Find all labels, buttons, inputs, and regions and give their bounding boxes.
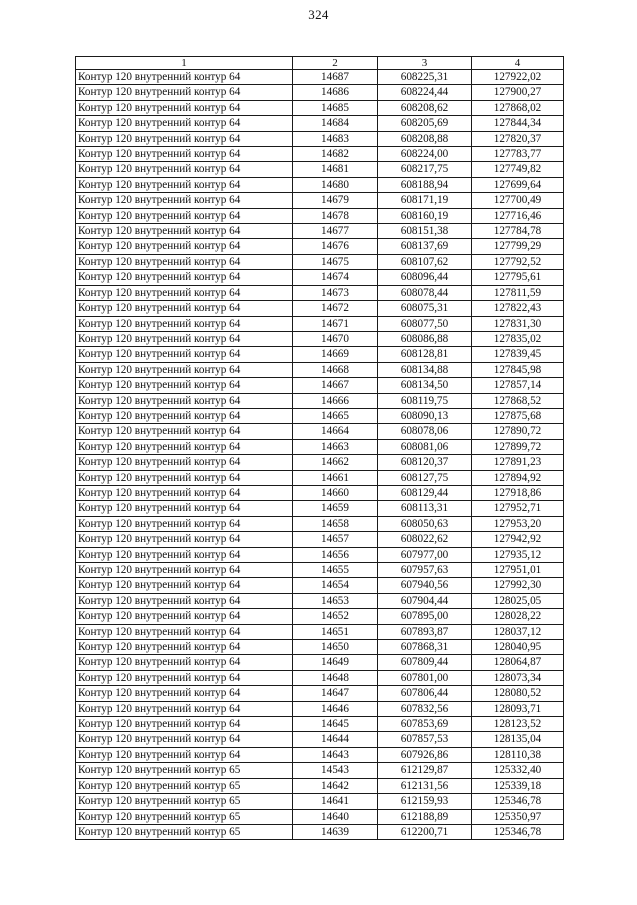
table-row bbox=[76, 717, 564, 732]
table-row bbox=[76, 516, 564, 531]
point-number-cell: 14653 bbox=[293, 593, 378, 608]
point-number-cell: 14640 bbox=[293, 809, 378, 824]
contour-name-cell: Контур 120 внутренний контур 64 bbox=[76, 331, 293, 346]
contour-name-cell: Контур 120 внутренний контур 64 bbox=[76, 254, 293, 269]
table-row bbox=[76, 301, 564, 316]
contour-name-cell: Контур 120 внутренний контур 64 bbox=[76, 501, 293, 516]
table-row bbox=[76, 85, 564, 100]
y-coordinate-cell: 127835,02 bbox=[472, 331, 564, 346]
point-number-cell: 14682 bbox=[293, 147, 378, 162]
y-coordinate-cell: 127922,02 bbox=[472, 70, 564, 85]
point-number-cell: 14679 bbox=[293, 193, 378, 208]
y-coordinate-cell: 127890,72 bbox=[472, 424, 564, 439]
x-coordinate-cell: 608128,81 bbox=[378, 347, 472, 362]
contour-name-cell: Контур 120 внутренний контур 64 bbox=[76, 147, 293, 162]
x-coordinate-cell: 608208,88 bbox=[378, 131, 472, 146]
point-number-cell: 14646 bbox=[293, 701, 378, 716]
point-number-cell: 14674 bbox=[293, 270, 378, 285]
x-coordinate-cell: 608090,13 bbox=[378, 408, 472, 423]
table-row bbox=[76, 378, 564, 393]
point-number-cell: 14665 bbox=[293, 408, 378, 423]
contour-name-cell: Контур 120 внутренний контур 64 bbox=[76, 609, 293, 624]
point-number-cell: 14685 bbox=[293, 100, 378, 115]
point-number-cell: 14664 bbox=[293, 424, 378, 439]
point-number-cell: 14684 bbox=[293, 116, 378, 131]
point-number-cell: 14659 bbox=[293, 501, 378, 516]
table-row bbox=[76, 609, 564, 624]
contour-name-cell: Контур 120 внутренний контур 64 bbox=[76, 439, 293, 454]
table-row bbox=[76, 655, 564, 670]
x-coordinate-cell: 608078,44 bbox=[378, 285, 472, 300]
x-coordinate-cell: 607832,56 bbox=[378, 701, 472, 716]
x-coordinate-cell: 608160,19 bbox=[378, 208, 472, 223]
point-number-cell: 14678 bbox=[293, 208, 378, 223]
contour-name-cell: Контур 120 внутренний контур 65 bbox=[76, 809, 293, 824]
contour-name-cell: Контур 120 внутренний контур 64 bbox=[76, 485, 293, 500]
table-row bbox=[76, 347, 564, 362]
point-number-cell: 14641 bbox=[293, 794, 378, 809]
contour-name-cell: Контур 120 внутренний контур 64 bbox=[76, 408, 293, 423]
contour-name-cell: Контур 120 внутренний контур 64 bbox=[76, 270, 293, 285]
y-coordinate-cell: 125332,40 bbox=[472, 763, 564, 778]
point-number-cell: 14655 bbox=[293, 563, 378, 578]
table-row bbox=[76, 578, 564, 593]
y-coordinate-cell: 127953,20 bbox=[472, 516, 564, 531]
table-row bbox=[76, 501, 564, 516]
x-coordinate-cell: 608081,06 bbox=[378, 439, 472, 454]
point-number-cell: 14676 bbox=[293, 239, 378, 254]
x-coordinate-cell: 607853,69 bbox=[378, 717, 472, 732]
x-coordinate-cell: 607868,31 bbox=[378, 640, 472, 655]
y-coordinate-cell: 128110,38 bbox=[472, 747, 564, 762]
y-coordinate-cell: 128073,34 bbox=[472, 670, 564, 685]
point-number-cell: 14687 bbox=[293, 70, 378, 85]
x-coordinate-cell: 612159,93 bbox=[378, 794, 472, 809]
table-row bbox=[76, 331, 564, 346]
point-number-cell: 14671 bbox=[293, 316, 378, 331]
table-row bbox=[76, 732, 564, 747]
y-coordinate-cell: 127799,29 bbox=[472, 239, 564, 254]
column-header-2: 2 bbox=[293, 57, 378, 70]
x-coordinate-cell: 608151,38 bbox=[378, 224, 472, 239]
y-coordinate-cell: 127942,92 bbox=[472, 532, 564, 547]
y-coordinate-cell: 127811,59 bbox=[472, 285, 564, 300]
point-number-cell: 14669 bbox=[293, 347, 378, 362]
x-coordinate-cell: 608120,37 bbox=[378, 455, 472, 470]
table-row bbox=[76, 624, 564, 639]
point-number-cell: 14668 bbox=[293, 362, 378, 377]
contour-name-cell: Контур 120 внутренний контур 65 bbox=[76, 778, 293, 793]
contour-name-cell: Контур 120 внутренний контур 64 bbox=[76, 747, 293, 762]
y-coordinate-cell: 128064,87 bbox=[472, 655, 564, 670]
table-row bbox=[76, 162, 564, 177]
x-coordinate-cell: 607893,87 bbox=[378, 624, 472, 639]
table-row bbox=[76, 701, 564, 716]
table-row bbox=[76, 547, 564, 562]
y-coordinate-cell: 127716,46 bbox=[472, 208, 564, 223]
contour-name-cell: Контур 120 внутренний контур 64 bbox=[76, 686, 293, 701]
contour-name-cell: Контур 120 внутренний контур 64 bbox=[76, 347, 293, 362]
contour-name-cell: Контур 120 внутренний контур 64 bbox=[76, 640, 293, 655]
table-row bbox=[76, 285, 564, 300]
y-coordinate-cell: 128135,04 bbox=[472, 732, 564, 747]
contour-name-cell: Контур 120 внутренний контур 64 bbox=[76, 732, 293, 747]
point-number-cell: 14686 bbox=[293, 85, 378, 100]
y-coordinate-cell: 127820,37 bbox=[472, 131, 564, 146]
contour-name-cell: Контур 120 внутренний контур 64 bbox=[76, 70, 293, 85]
table-row bbox=[76, 100, 564, 115]
x-coordinate-cell: 608134,88 bbox=[378, 362, 472, 377]
y-coordinate-cell: 127875,68 bbox=[472, 408, 564, 423]
contour-name-cell: Контур 120 внутренний контур 64 bbox=[76, 424, 293, 439]
x-coordinate-cell: 612131,56 bbox=[378, 778, 472, 793]
table-row bbox=[76, 563, 564, 578]
point-number-cell: 14660 bbox=[293, 485, 378, 500]
contour-name-cell: Контур 120 внутренний контур 64 bbox=[76, 532, 293, 547]
point-number-cell: 14654 bbox=[293, 578, 378, 593]
point-number-cell: 14657 bbox=[293, 532, 378, 547]
x-coordinate-cell: 608208,62 bbox=[378, 100, 472, 115]
point-number-cell: 14649 bbox=[293, 655, 378, 670]
x-coordinate-cell: 607926,86 bbox=[378, 747, 472, 762]
contour-name-cell: Контур 120 внутренний контур 64 bbox=[76, 578, 293, 593]
table-row bbox=[76, 177, 564, 192]
y-coordinate-cell: 127831,30 bbox=[472, 316, 564, 331]
y-coordinate-cell: 127839,45 bbox=[472, 347, 564, 362]
contour-name-cell: Контур 120 внутренний контур 64 bbox=[76, 547, 293, 562]
table-row bbox=[76, 362, 564, 377]
table-row bbox=[76, 193, 564, 208]
x-coordinate-cell: 608078,06 bbox=[378, 424, 472, 439]
contour-name-cell: Контур 120 внутренний контур 64 bbox=[76, 193, 293, 208]
point-number-cell: 14663 bbox=[293, 439, 378, 454]
contour-name-cell: Контур 120 внутренний контур 64 bbox=[76, 239, 293, 254]
contour-name-cell: Контур 120 внутренний контур 64 bbox=[76, 224, 293, 239]
y-coordinate-cell: 127894,92 bbox=[472, 470, 564, 485]
table-row bbox=[76, 455, 564, 470]
y-coordinate-cell: 127951,01 bbox=[472, 563, 564, 578]
table-row bbox=[76, 393, 564, 408]
contour-name-cell: Контур 120 внутренний контур 64 bbox=[76, 85, 293, 100]
y-coordinate-cell: 127868,02 bbox=[472, 100, 564, 115]
table-row bbox=[76, 239, 564, 254]
contour-name-cell: Контур 120 внутренний контур 64 bbox=[76, 131, 293, 146]
x-coordinate-cell: 607904,44 bbox=[378, 593, 472, 608]
column-header-1: 1 bbox=[76, 57, 293, 70]
table-body bbox=[76, 70, 564, 840]
y-coordinate-cell: 128080,52 bbox=[472, 686, 564, 701]
point-number-cell: 14645 bbox=[293, 717, 378, 732]
x-coordinate-cell: 608129,44 bbox=[378, 485, 472, 500]
point-number-cell: 14650 bbox=[293, 640, 378, 655]
contour-name-cell: Контур 120 внутренний контур 65 bbox=[76, 824, 293, 839]
contour-name-cell: Контур 120 внутренний контур 64 bbox=[76, 593, 293, 608]
point-number-cell: 14681 bbox=[293, 162, 378, 177]
y-coordinate-cell: 127900,27 bbox=[472, 85, 564, 100]
point-number-cell: 14644 bbox=[293, 732, 378, 747]
table-row bbox=[76, 270, 564, 285]
point-number-cell: 14652 bbox=[293, 609, 378, 624]
table-header-row bbox=[76, 57, 564, 70]
contour-name-cell: Контур 120 внутренний контур 64 bbox=[76, 177, 293, 192]
column-header-4: 4 bbox=[472, 57, 564, 70]
contour-name-cell: Контур 120 внутренний контур 64 bbox=[76, 116, 293, 131]
point-number-cell: 14642 bbox=[293, 778, 378, 793]
coordinates-table bbox=[75, 56, 564, 840]
y-coordinate-cell: 128037,12 bbox=[472, 624, 564, 639]
x-coordinate-cell: 608224,44 bbox=[378, 85, 472, 100]
point-number-cell: 14661 bbox=[293, 470, 378, 485]
x-coordinate-cell: 607895,00 bbox=[378, 609, 472, 624]
table-row bbox=[76, 470, 564, 485]
y-coordinate-cell: 125346,78 bbox=[472, 794, 564, 809]
point-number-cell: 14680 bbox=[293, 177, 378, 192]
x-coordinate-cell: 608075,31 bbox=[378, 301, 472, 316]
y-coordinate-cell: 128123,52 bbox=[472, 717, 564, 732]
point-number-cell: 14672 bbox=[293, 301, 378, 316]
y-coordinate-cell: 127899,72 bbox=[472, 439, 564, 454]
point-number-cell: 14648 bbox=[293, 670, 378, 685]
point-number-cell: 14639 bbox=[293, 824, 378, 839]
table-row bbox=[76, 116, 564, 131]
table-row bbox=[76, 686, 564, 701]
table-row bbox=[76, 208, 564, 223]
contour-name-cell: Контур 120 внутренний контур 65 bbox=[76, 794, 293, 809]
contour-name-cell: Контур 120 внутренний контур 65 bbox=[76, 763, 293, 778]
y-coordinate-cell: 127857,14 bbox=[472, 378, 564, 393]
page-number: 324 bbox=[308, 7, 329, 22]
y-coordinate-cell: 128028,22 bbox=[472, 609, 564, 624]
y-coordinate-cell: 125346,78 bbox=[472, 824, 564, 839]
table-row bbox=[76, 316, 564, 331]
x-coordinate-cell: 607977,00 bbox=[378, 547, 472, 562]
y-coordinate-cell: 127784,78 bbox=[472, 224, 564, 239]
point-number-cell: 14675 bbox=[293, 254, 378, 269]
column-header-3: 3 bbox=[378, 57, 472, 70]
x-coordinate-cell: 607809,44 bbox=[378, 655, 472, 670]
point-number-cell: 14667 bbox=[293, 378, 378, 393]
y-coordinate-cell: 127699,64 bbox=[472, 177, 564, 192]
y-coordinate-cell: 128093,71 bbox=[472, 701, 564, 716]
point-number-cell: 14683 bbox=[293, 131, 378, 146]
table-row bbox=[76, 809, 564, 824]
y-coordinate-cell: 127795,61 bbox=[472, 270, 564, 285]
y-coordinate-cell: 127749,82 bbox=[472, 162, 564, 177]
contour-name-cell: Контур 120 внутренний контур 64 bbox=[76, 717, 293, 732]
x-coordinate-cell: 607806,44 bbox=[378, 686, 472, 701]
point-number-cell: 14658 bbox=[293, 516, 378, 531]
point-number-cell: 14656 bbox=[293, 547, 378, 562]
y-coordinate-cell: 128025,05 bbox=[472, 593, 564, 608]
y-coordinate-cell: 125350,97 bbox=[472, 809, 564, 824]
point-number-cell: 14643 bbox=[293, 747, 378, 762]
contour-name-cell: Контур 120 внутренний контур 64 bbox=[76, 701, 293, 716]
table-row bbox=[76, 147, 564, 162]
contour-name-cell: Контур 120 внутренний контур 64 bbox=[76, 362, 293, 377]
point-number-cell: 14673 bbox=[293, 285, 378, 300]
x-coordinate-cell: 608205,69 bbox=[378, 116, 472, 131]
contour-name-cell: Контур 120 внутренний контур 64 bbox=[76, 393, 293, 408]
table-row bbox=[76, 408, 564, 423]
point-number-cell: 14647 bbox=[293, 686, 378, 701]
y-coordinate-cell: 127822,43 bbox=[472, 301, 564, 316]
table-row bbox=[76, 532, 564, 547]
x-coordinate-cell: 608119,75 bbox=[378, 393, 472, 408]
point-number-cell: 14662 bbox=[293, 455, 378, 470]
contour-name-cell: Контур 120 внутренний контур 64 bbox=[76, 624, 293, 639]
x-coordinate-cell: 608225,31 bbox=[378, 70, 472, 85]
y-coordinate-cell: 127918,86 bbox=[472, 485, 564, 500]
x-coordinate-cell: 612200,71 bbox=[378, 824, 472, 839]
x-coordinate-cell: 608217,75 bbox=[378, 162, 472, 177]
x-coordinate-cell: 607801,00 bbox=[378, 670, 472, 685]
table-row bbox=[76, 131, 564, 146]
x-coordinate-cell: 608096,44 bbox=[378, 270, 472, 285]
point-number-cell: 14670 bbox=[293, 331, 378, 346]
y-coordinate-cell: 127844,34 bbox=[472, 116, 564, 131]
contour-name-cell: Контур 120 внутренний контур 64 bbox=[76, 100, 293, 115]
y-coordinate-cell: 127868,52 bbox=[472, 393, 564, 408]
contour-name-cell: Контур 120 внутренний контур 64 bbox=[76, 470, 293, 485]
y-coordinate-cell: 127700,49 bbox=[472, 193, 564, 208]
point-number-cell: 14677 bbox=[293, 224, 378, 239]
x-coordinate-cell: 608171,19 bbox=[378, 193, 472, 208]
x-coordinate-cell: 607957,63 bbox=[378, 563, 472, 578]
table-row bbox=[76, 439, 564, 454]
contour-name-cell: Контур 120 внутренний контур 64 bbox=[76, 455, 293, 470]
x-coordinate-cell: 608137,69 bbox=[378, 239, 472, 254]
table-row bbox=[76, 794, 564, 809]
y-coordinate-cell: 127935,12 bbox=[472, 547, 564, 562]
table-row bbox=[76, 778, 564, 793]
contour-name-cell: Контур 120 внутренний контур 64 bbox=[76, 301, 293, 316]
x-coordinate-cell: 608077,50 bbox=[378, 316, 472, 331]
table-row bbox=[76, 70, 564, 85]
table-row bbox=[76, 763, 564, 778]
x-coordinate-cell: 608188,94 bbox=[378, 177, 472, 192]
table-row bbox=[76, 224, 564, 239]
x-coordinate-cell: 608022,62 bbox=[378, 532, 472, 547]
y-coordinate-cell: 127952,71 bbox=[472, 501, 564, 516]
table-row bbox=[76, 424, 564, 439]
contour-name-cell: Контур 120 внутренний контур 64 bbox=[76, 316, 293, 331]
x-coordinate-cell: 608107,62 bbox=[378, 254, 472, 269]
x-coordinate-cell: 607857,53 bbox=[378, 732, 472, 747]
contour-name-cell: Контур 120 внутренний контур 64 bbox=[76, 162, 293, 177]
contour-name-cell: Контур 120 внутренний контур 64 bbox=[76, 378, 293, 393]
table-row bbox=[76, 485, 564, 500]
contour-name-cell: Контур 120 внутренний контур 64 bbox=[76, 516, 293, 531]
contour-name-cell: Контур 120 внутренний контур 64 bbox=[76, 655, 293, 670]
y-coordinate-cell: 125339,18 bbox=[472, 778, 564, 793]
point-number-cell: 14543 bbox=[293, 763, 378, 778]
table-row bbox=[76, 670, 564, 685]
contour-name-cell: Контур 120 внутренний контур 64 bbox=[76, 670, 293, 685]
contour-name-cell: Контур 120 внутренний контур 64 bbox=[76, 285, 293, 300]
x-coordinate-cell: 607940,56 bbox=[378, 578, 472, 593]
x-coordinate-cell: 612129,87 bbox=[378, 763, 472, 778]
x-coordinate-cell: 608127,75 bbox=[378, 470, 472, 485]
x-coordinate-cell: 608113,31 bbox=[378, 501, 472, 516]
table-row bbox=[76, 824, 564, 839]
y-coordinate-cell: 127891,23 bbox=[472, 455, 564, 470]
table-row bbox=[76, 640, 564, 655]
point-number-cell: 14666 bbox=[293, 393, 378, 408]
x-coordinate-cell: 608086,88 bbox=[378, 331, 472, 346]
y-coordinate-cell: 127792,52 bbox=[472, 254, 564, 269]
table-row bbox=[76, 747, 564, 762]
contour-name-cell: Контур 120 внутренний контур 64 bbox=[76, 563, 293, 578]
point-number-cell: 14651 bbox=[293, 624, 378, 639]
y-coordinate-cell: 127992,30 bbox=[472, 578, 564, 593]
x-coordinate-cell: 608050,63 bbox=[378, 516, 472, 531]
contour-name-cell: Контур 120 внутренний контур 64 bbox=[76, 208, 293, 223]
x-coordinate-cell: 608224,00 bbox=[378, 147, 472, 162]
y-coordinate-cell: 127783,77 bbox=[472, 147, 564, 162]
x-coordinate-cell: 612188,89 bbox=[378, 809, 472, 824]
table-row bbox=[76, 593, 564, 608]
x-coordinate-cell: 608134,50 bbox=[378, 378, 472, 393]
y-coordinate-cell: 127845,98 bbox=[472, 362, 564, 377]
y-coordinate-cell: 128040,95 bbox=[472, 640, 564, 655]
table-row bbox=[76, 254, 564, 269]
